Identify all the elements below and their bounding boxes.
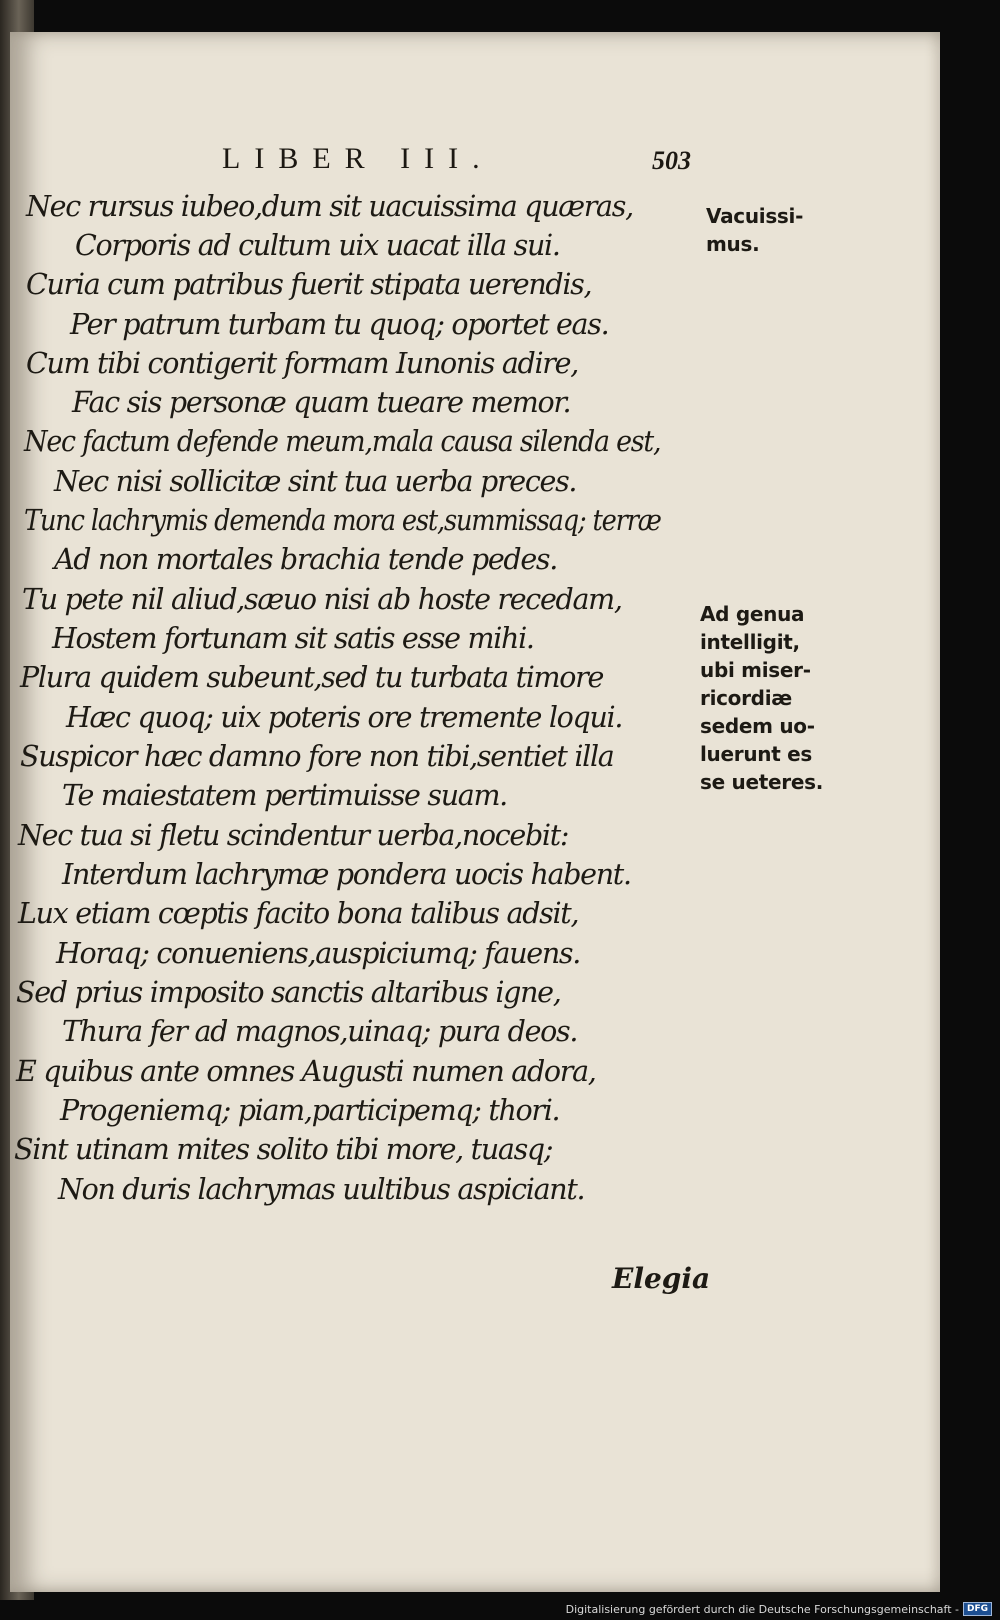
- verse-line: Te maiestatem pertimuisse suam.: [62, 779, 507, 812]
- marginal-note-vacuissimus: [706, 202, 803, 258]
- verse-line: Sed prius imposito sanctis altaribus igne,: [16, 976, 561, 1009]
- running-title: LIBER III.: [222, 142, 494, 175]
- marginal-note-line: Ad genua: [700, 602, 805, 626]
- verse-line: Fac sis personæ quam tueare memor.: [72, 386, 571, 419]
- marginal-note-line: ricordiæ: [700, 686, 792, 710]
- verse-line: Hæc quoq; uix poteris ore tremente loqui.: [66, 701, 623, 734]
- verse-line: Nec factum defende meum,mala causa silenda est,: [24, 425, 661, 458]
- verse-line: Ad non mortales brachia tende pedes.: [54, 543, 558, 576]
- marginal-note-line: luerunt es: [700, 742, 812, 766]
- verse-line: Tu pete nil aliud,sæuo nisi ab hoste recedam,: [22, 583, 622, 616]
- verse-line: Sint utinam mites solito tibi more, tuasq;: [14, 1133, 553, 1166]
- verse-line: Non duris lachrymas uultibus aspiciant.: [58, 1173, 585, 1206]
- verse-line: Per patrum turbam tu quoq; oportet eas.: [70, 308, 609, 341]
- verse-line: E quibus ante omnes Augusti numen adora,: [16, 1055, 596, 1088]
- verse-line: Suspicor hæc damno fore non tibi,sentiet illa: [20, 740, 614, 773]
- verse-line: Corporis ad cultum uix uacat illa sui.: [75, 229, 560, 262]
- credit-text: Digitalisierung gefördert durch die Deutsche Forschungsgemeinschaft -: [565, 1602, 959, 1616]
- verse-line: Interdum lachrymæ pondera uocis habent.: [62, 858, 631, 891]
- marginal-note-line: sedem uo-: [700, 714, 815, 738]
- verse-line: Thura fer ad magnos,uinaq; pura deos.: [62, 1015, 578, 1048]
- verse-line: Plura quidem subeunt,sed tu turbata timore: [20, 661, 604, 694]
- verse-line: Hostem fortunam sit satis esse mihi.: [52, 622, 534, 655]
- marginal-note-line: mus.: [706, 232, 760, 256]
- verse-line: Lux etiam cœptis facito bona talibus adsit,: [18, 897, 579, 930]
- verse-line: Horaq; conueniens,auspiciumq; fauens.: [56, 937, 581, 970]
- verse-line: Progeniemq; piam,participemq; thori.: [60, 1094, 560, 1127]
- catchword: Elegia: [612, 1262, 711, 1295]
- marginal-note-line: intelligit,: [700, 630, 800, 654]
- verse-line: Nec tua si fletu scindentur uerba,nocebit:: [18, 819, 569, 852]
- digitization-credit: [566, 1600, 992, 1618]
- book-page: [10, 32, 940, 1592]
- marginal-note-line: Vacuissi-: [706, 204, 804, 228]
- marginal-note-line: se ueteres.: [700, 770, 823, 794]
- dfg-logo: DFG: [963, 1602, 992, 1616]
- marginal-note-ad-genua: [700, 600, 823, 796]
- marginal-note-line: ubi miser-: [700, 658, 811, 682]
- verse-line: Cum tibi contigerit formam Iunonis adire,: [26, 347, 578, 380]
- verse-line: Curia cum patribus fuerit stipata uerendis,: [26, 268, 592, 301]
- verse-line: Nec rursus iubeo,dum sit uacuissima quæras,: [26, 190, 633, 223]
- verse-line: Tunc lachrymis demenda mora est,summissaq; terræ: [24, 504, 661, 537]
- verse-line: Nec nisi sollicitæ sint tua uerba preces.: [54, 465, 577, 498]
- page-number: 503: [652, 146, 691, 175]
